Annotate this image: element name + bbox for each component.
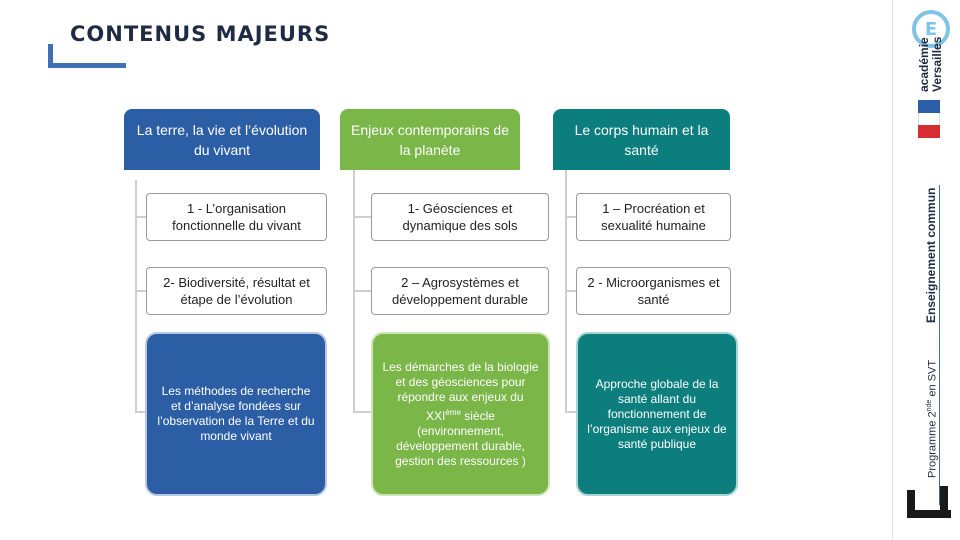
- connector-tick: [565, 411, 576, 413]
- connector-tick: [565, 290, 576, 292]
- sidebar-rule: [939, 185, 940, 505]
- method-box-enjeux: [371, 332, 550, 496]
- method-text: Les méthodes de recherche et d’analyse fondées sur l’observation de la Terre et du monde vivant: [157, 384, 315, 443]
- academy-name: académie Versailles: [917, 36, 944, 92]
- corner-mark: [940, 486, 948, 510]
- connector-tick: [353, 216, 371, 218]
- method-box-corps-sante: [576, 332, 738, 496]
- topic-box: 1 – Procréation et sexualité humaine: [576, 193, 731, 241]
- connector-tick: [135, 290, 146, 292]
- connector-tick: [565, 216, 576, 218]
- page-title: CONTENUS MAJEURS: [70, 22, 331, 46]
- topic-box: 1- Géosciences et dynamique des sols: [371, 193, 549, 241]
- topic-box: 2 – Agrosystèmes et développement durable: [371, 267, 549, 315]
- column-1-connector: [135, 180, 137, 412]
- method-text: Approche globale de la santé allant du fonctionnement de l’organisme aux enjeux de santé publique: [587, 376, 727, 451]
- topic-box: 2 - Microorganismes et santé: [576, 267, 731, 315]
- method-box-terre-vie: [145, 332, 327, 496]
- topic-box: 1 - L’organisation fonctionnelle du vivant: [146, 193, 327, 241]
- connector-tick: [135, 216, 146, 218]
- connector-tick: [353, 290, 371, 292]
- method-text: Les démarches de la biologie et des géosciences pour répondre aux enjeux du XXIème siècle (environnement, développement durable, gestion des ressources ): [382, 359, 539, 468]
- column-header-enjeux: Enjeux contemporains de la planète: [340, 109, 520, 170]
- connector-tick: [353, 411, 371, 413]
- topic-box: 2- Biodiversité, résultat et étape de l’évolution: [146, 267, 327, 315]
- title-bracket-horizontal: [48, 63, 126, 68]
- course-label: Enseignement commun: [924, 187, 938, 323]
- flag-icon: [918, 100, 940, 138]
- academy-logo-icon: E: [912, 10, 950, 48]
- column-header-corps-sante: Le corps humain et la santé: [553, 109, 730, 170]
- program-label: Programme 2nde en SVT: [926, 359, 939, 478]
- corner-mark: [907, 510, 951, 518]
- column-header-terre-vie: La terre, la vie et l’évolution du vivant: [124, 109, 320, 170]
